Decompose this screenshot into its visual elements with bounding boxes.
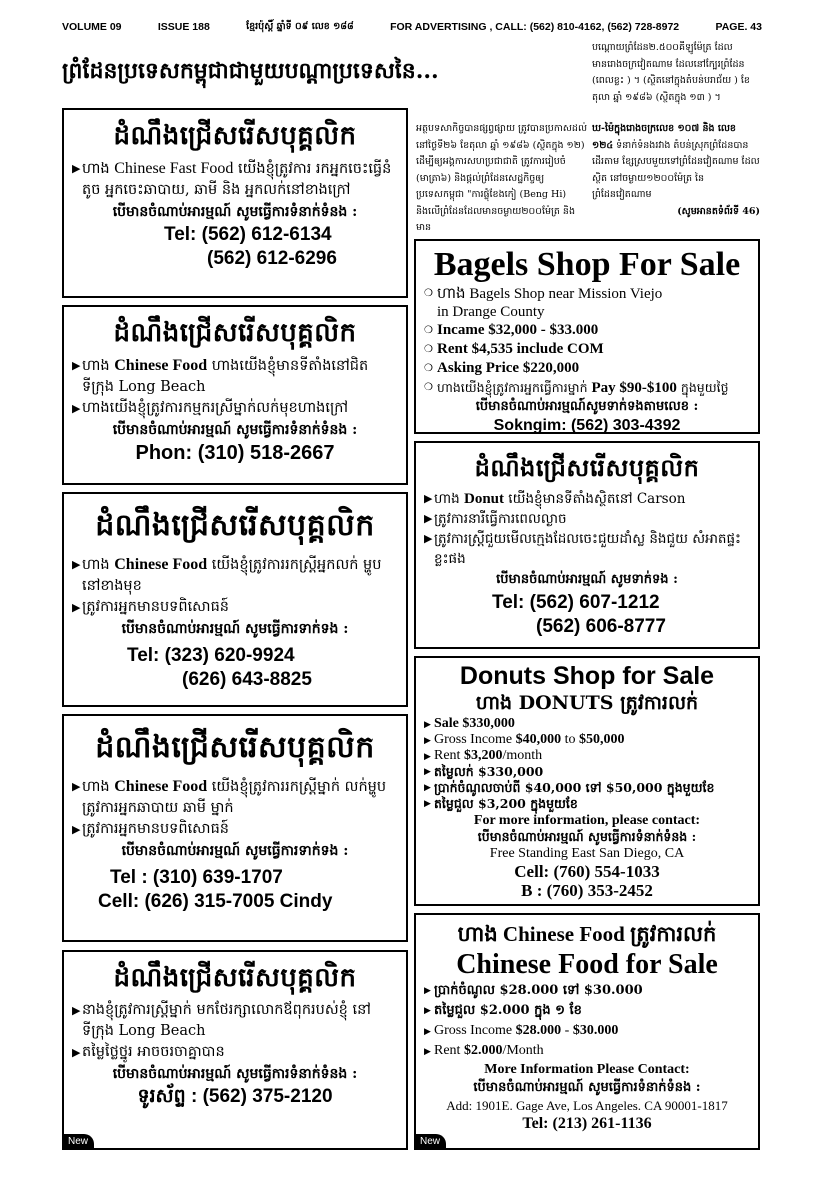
ad-bullet: ▶ ហាង Chinese Fast Food យើងខ្ញុំត្រូវការ រកអ្នកចេះធ្វើនំតូច អ្នកចេះឆាបាយ, ឆាមី និង អ្នកលក់នៅខាងក្រៅ	[72, 158, 398, 201]
ad-bullet: ▶ Rent $2.000/Month	[424, 1041, 750, 1061]
triangle-bullet-icon: ▶	[72, 162, 81, 175]
triangle-bullet-icon: ▶	[72, 402, 81, 415]
ad-title: Bagels Shop For Sale	[433, 246, 741, 283]
advertising-line: FOR ADVERTISING , CALL: (562) 810-4162, (562) 728-8972	[390, 21, 680, 33]
issue-label: ISSUE 188	[157, 21, 210, 33]
ad-bullet: ▶ ហាង Chinese Food ហាងយើងខ្ញុំមានទីតាំងនៅជិត ទីក្រុង Long Beach	[72, 355, 398, 398]
ad-contact-line: បើមានចំណាប់អារម្មណ៍ សូមធ្វើការទាក់ទង :	[121, 843, 349, 859]
triangle-bullet-icon: ▶	[424, 532, 433, 545]
ad-bullet: ▶ តម្លៃជួល $3,200 ក្នុងមួយខែ	[424, 796, 578, 811]
donuts-shop-for-sale-ad	[414, 656, 760, 906]
triangle-bullet-icon: ▶	[72, 558, 81, 571]
triangle-bullet-icon: ▶	[424, 1006, 431, 1016]
ad-contact-line: បើមានចំណាប់អារម្មណ៍ សូមធ្វើការទំនាក់ទំនង :	[477, 829, 697, 844]
location-line: Free Standing East San Diego, CA	[489, 846, 685, 861]
ad-phone: ទូរស័ព្ទ : (562) 375-2120	[137, 1086, 333, 1107]
page-header	[62, 19, 762, 35]
ad-bullet: ❍ Rent $4,535 include COM	[424, 341, 604, 357]
ad-phone: Phon: (310) 518-2667	[135, 442, 335, 464]
triangle-bullet-icon: ▶	[424, 751, 431, 761]
ad-phone: Tel: (213) 261-1136	[522, 1115, 652, 1132]
ad-phone: Tel: (562) 612-6134	[164, 224, 332, 245]
ad-contact-line: បើមានចំណាប់អារម្មណ៍សូមទាក់ទងតាមលេខ :	[475, 399, 699, 414]
ad-phone: Tel: (323) 620-9924	[127, 645, 295, 666]
ad-phone: B : (760) 353-2452	[521, 881, 653, 900]
triangle-bullet-icon: ▶	[72, 359, 81, 372]
address-line: Add: 1901E. Gage Ave, Los Angeles. CA 90001-1817	[446, 1098, 728, 1113]
ad-phone: Tel: (562) 607-1212	[492, 592, 660, 613]
continued-note: (សូមអានតទំព័រទី 46)	[677, 205, 760, 217]
ad-contact-line: បើមានចំណាប់អារម្មណ៍ សូមធ្វើការទំនាក់ទំនង :	[112, 204, 358, 220]
ad-title: ហាង Chinese Food ត្រូវការលក់	[457, 922, 717, 946]
bagels-shop-for-sale-ad	[414, 239, 760, 434]
ad-title-english: Chinese Food for Sale	[456, 949, 718, 980]
article-column-2: ឃ-ម៉ៃក្នុងរោងចក្រលេខ ១០៧ និង លេខ ១២៤ ទំនាក់ទំនងរវាង តំបន់ស្រុកព្រំដែនបានដើរតាម ខ្សែស្របមួយទៅព្រំដែនវៀតណាម ដែលស្ថិត នៅចម្ងាយ១២០០ម៉ែត្រ នៃព្រំដែនវៀតណាម (សូមអានតទំព័រទី 46)	[592, 121, 760, 251]
job-ad-chinese-fast-food	[62, 108, 408, 298]
ad-bullet: ▶ Gross Income $40,000 to $50,000	[424, 732, 625, 747]
triangle-bullet-icon: ▶	[72, 1004, 81, 1017]
ad-contact-line: បើមានចំណាប់អារម្មណ៍ សូមទាក់ទង :	[496, 572, 678, 587]
job-ad-caregiver	[62, 950, 408, 1150]
triangle-bullet-icon: ▶	[72, 1046, 81, 1059]
triangle-bullet-icon: ▶	[424, 492, 433, 505]
ad-phone: (562) 612-6296	[207, 248, 337, 269]
new-badge: New	[416, 1134, 446, 1148]
article-top-right: បណ្តោយព្រំដែន២.៥០០គីឡូម៉ែត្រ ដែល មានរោងចក្រវៀតណាម ដែលនៅក្បែរព្រំដែន (ពេលខ្លះ ) ។ (ស្ថិតនៅក្នុងតំបន់បរាជ័យ ) ខែ តុលា ឆ្នាំ ១៩៨៦ (ស្ថិតក្នុង ១៣ ) ។	[592, 42, 750, 103]
triangle-bullet-icon: ▶	[424, 1026, 431, 1036]
ad-bullet: ▶ ត្រូវការអ្នកមានបទពិសោធន៍	[72, 597, 398, 618]
circle-bullet-icon: ❍	[424, 344, 433, 355]
ad-bullet: ▶ ត្រូវការស្ត្រីជួយមើលក្មេងដែលចេះជួយដាំស្ល និងជួយ សំអាតផ្ទះខ្លះផង	[424, 531, 741, 567]
circle-bullet-icon: ❍	[424, 363, 433, 374]
ad-bullet: ▶ តម្លៃជួល $2.000 ក្នុង ១ ខែ	[424, 1001, 750, 1021]
ad-bullet: ❍ ហាង Bagels Shop near Mission Viejo in Drange County	[424, 286, 663, 320]
job-ad-donut-carson	[414, 441, 760, 649]
triangle-bullet-icon: ▶	[424, 986, 431, 996]
ad-bullet: ▶ Rent $3,200/month	[424, 748, 543, 763]
ad-contact-line: បើមានចំណាប់អារម្មណ៍ សូមធ្វើការទាក់ទង :	[121, 621, 349, 637]
article-column-1: អត្ថបទសាកិច្ចបានផ្សព្វផ្សាយ ត្រូវបានប្រកាសដល់ នៅថ្ងៃទី២៦ ខែតុលា ឆ្នាំ ១៩៨៦ (ស្ថិតក្នុង ១២) ដើម្បីឲ្យអង្គការសហប្រជាជាតិ ត្រូវការរៀបចំ (មាត្រា៦) និងផ្តល់ព្រំដែនសេដ្ឋកិច្ចឲ្យ ប្រទេសកម្ពុជា "ការផ្លុំខែងកៀ (Beng Hi) និងលើព្រំដែនដែលមានចម្ងាយ២០០ម៉ែត្រ និងមាន	[416, 123, 587, 233]
ad-title: ដំណឹងជ្រើសរើសបុគ្គលិក	[113, 121, 357, 151]
ad-bullet: ▶ នាងខ្ញុំត្រូវការស្ត្រីម្នាក់ មកថែរក្សាលោកឪពុករបស់ខ្ញុំ នៅទីក្រុង Long Beach	[72, 1000, 398, 1042]
job-ad-chinese-food-long-beach	[62, 305, 408, 485]
page-number: PAGE. 43	[715, 21, 762, 33]
ad-bullet: ▶ ត្រូវការអ្នកមានបទពិសោធន៍	[72, 819, 398, 840]
ad-bullet: ▶ តម្លៃលក់ $330,000	[424, 764, 544, 779]
triangle-bullet-icon: ▶	[72, 780, 81, 793]
new-badge: New	[64, 1134, 94, 1148]
ad-phone: (626) 643-8825	[182, 669, 312, 690]
triangle-bullet-icon: ▶	[72, 601, 81, 614]
triangle-bullet-icon: ▶	[424, 735, 431, 745]
ad-bullet: ▶ តម្លៃថ្លៃថ្នូរ អាចចរចាគ្នាបាន	[72, 1042, 398, 1063]
ad-phone: Cell: (626) 315-7005 Cindy	[98, 891, 333, 912]
ad-title: ដំណឹងជ្រើសរើសបុគ្គលិក	[95, 508, 375, 543]
triangle-bullet-icon: ▶	[424, 719, 431, 729]
chinese-food-for-sale-ad	[414, 913, 760, 1150]
ad-contact-line: បើមានចំណាប់អារម្មណ៍ សូមធ្វើការទំនាក់ទំនង :	[473, 1080, 701, 1095]
ad-contact-line: បើមានចំណាប់អារម្មណ៍ សូមធ្វើការទំនាក់ទំនង :	[112, 422, 358, 438]
ad-title: Donuts Shop for Sale	[459, 662, 715, 690]
more-info-line: For more information, please contact:	[473, 813, 701, 828]
ad-phone: Cell: (760) 554-1033	[514, 862, 660, 881]
ad-bullet: ▶ ហាង Chinese Food យើងខ្ញុំត្រូវការរកស្ត្រីម្នាក់ លក់ម្ហូប ត្រូវការអ្នកឆាបាយ ឆាមី ម្នាក់	[72, 776, 398, 819]
triangle-bullet-icon: ▶	[424, 512, 433, 525]
ad-bullet: ❍ ហាងយើងខ្ញុំត្រូវការអ្នកធ្វើការម្នាក់ Pay $90-$100 ក្នុងមួយថ្ងៃ	[424, 380, 729, 396]
circle-bullet-icon: ❍	[424, 325, 433, 336]
khmer-date: ខ្មែរប៉ុស្តិ៍ ឆ្នាំទី ០៩ លេខ ១៨៨	[246, 21, 354, 32]
ad-bullet: ▶ Sale $330,000	[424, 716, 515, 731]
ad-bullet: ▶ ត្រូវការនារីធ្វើការពេលល្ងាច	[424, 511, 567, 527]
ad-bullet: ▶ ប្រាក់ចំណូល $28.000 ទៅ $30.000	[424, 981, 750, 1001]
ad-bullet: ❍ Incame $32,000 - $33.000	[424, 322, 599, 338]
ad-phone: (562) 606-8777	[536, 616, 666, 637]
triangle-bullet-icon: ▶	[424, 1046, 431, 1056]
ad-title: ដំណឹងជ្រើសរើសបុគ្គលិក	[95, 730, 375, 765]
ad-bullet: ▶ ហាង Chinese Food យើងខ្ញុំត្រូវការរកស្ត្រីអ្នកលក់ ម្ហូបនៅខាងមុខ	[72, 554, 398, 597]
ad-bullet: ▶ Gross Income $28.000 - $30.000	[424, 1021, 750, 1041]
ad-bullet: ❍ Asking Price $220,000	[424, 360, 580, 376]
circle-bullet-icon: ❍	[424, 382, 433, 393]
ad-contact-line: បើមានចំណាប់អារម្មណ៍ សូមធ្វើការទំនាក់ទំនង :	[112, 1066, 358, 1082]
ad-phone: Sokngim: (562) 303-4392	[493, 417, 681, 434]
ad-phone: Tel : (310) 639-1707	[110, 867, 283, 888]
article-subheading: ឃ-ម៉ៃក្នុងរោងចក្រលេខ ១០៧ និង លេខ ១២៤	[592, 123, 736, 151]
circle-bullet-icon: ❍	[424, 288, 433, 299]
volume-label: VOLUME 09	[62, 21, 122, 33]
ad-bullet: ▶ ហាង Donut យើងខ្ញុំមានទីតាំងស្ថិតនៅ Carson	[424, 491, 686, 507]
triangle-bullet-icon: ▶	[424, 799, 431, 809]
triangle-bullet-icon: ▶	[424, 767, 431, 777]
ad-title: ដំណឹងជ្រើសរើសបុគ្គលិក	[113, 963, 357, 993]
triangle-bullet-icon: ▶	[424, 783, 431, 793]
ad-bullet: ▶ ប្រាក់ចំណូលចាប់ពី $40,000 ទៅ $50,000 ក្នុងមួយខែ	[424, 780, 715, 795]
ad-title: ដំណឹងជ្រើសរើសបុគ្គលិក	[113, 318, 357, 348]
job-ad-chinese-food-cindy	[62, 714, 408, 942]
ad-subtitle: ហាង DONUTS ត្រូវការលក់	[475, 692, 699, 714]
triangle-bullet-icon: ▶	[72, 823, 81, 836]
ad-bullet: ▶ ហាងយើងខ្ញុំត្រូវការកម្មករស្រីម្នាក់លក់មុខហាងក្រៅ	[72, 398, 398, 419]
more-info-line: More Information Please Contact:	[484, 1062, 690, 1077]
job-ad-chinese-food-front	[62, 492, 408, 707]
article-headline: ព្រំដែនប្រទេសកម្ពុជាជាមួយបណ្តាប្រទេសនៃ...	[62, 58, 439, 84]
ad-title: ដំណឹងជ្រើសរើសបុគ្គលិក	[474, 453, 700, 482]
